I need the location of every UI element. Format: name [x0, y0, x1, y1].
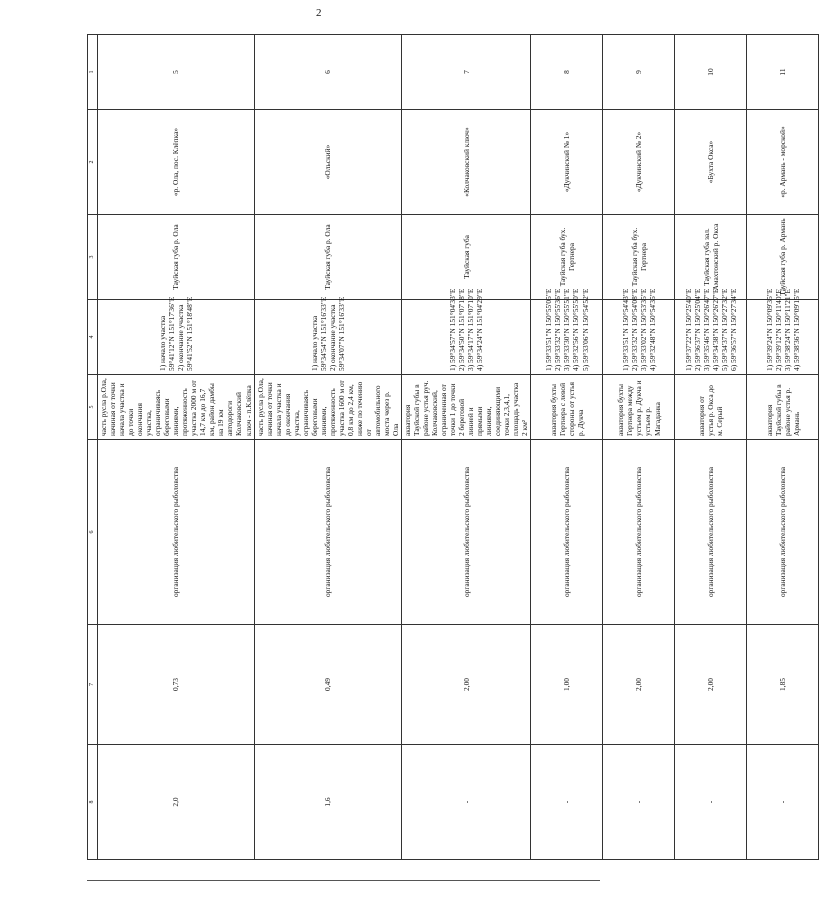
coordinate-line: 3) 59°33'30"N 150°55'51"E — [562, 288, 572, 371]
coordinate-line: 1) 59°33'51"N 150°55'05"E — [544, 288, 554, 371]
area-name-cell: «Дукчинский № 2» — [603, 110, 675, 215]
purpose-cell: организация любительского рыболовства — [98, 440, 255, 625]
header-column-number: 8 — [88, 745, 98, 860]
description-cell: акватория Тауйской губы в районе устья руч. Колчаковский, ограниченная от точки 1 до точки 2 береговой линией и прямыми линиями, соединяющими точки 2,3,4,1, площадь участка 2 км² — [402, 375, 531, 440]
purpose-cell: организация любительского рыболовства — [531, 440, 603, 625]
description-cell: акватория бухты Гертнера между устьем р. Дукча и устьем р. Магаданка — [603, 375, 675, 440]
header-number-row — [88, 35, 98, 860]
coordinates-cell — [98, 296, 255, 375]
coordinate-line: 2) 59°39'12"N 150°11'40"E — [773, 288, 783, 371]
header-column-number: 1 — [88, 35, 98, 110]
table-row — [603, 35, 675, 860]
value-col7-cell: 2,00 — [402, 625, 531, 745]
coordinate-line: 1) 59°33'51"N 150°54'43"E — [620, 288, 630, 371]
purpose-cell: организация любительского рыболовства — [675, 440, 747, 625]
row-number-cell: 7 — [402, 35, 531, 110]
purpose-cell: организация любительского рыболовства — [254, 440, 402, 625]
coordinate-line: 1) 59°34'57"N 151°04'33"E — [448, 288, 458, 371]
header-column-number: 7 — [88, 625, 98, 745]
coordinate-line: 2) 59°33'32"N 150°54'08"E — [629, 288, 639, 371]
value-col7-cell: 2,00 — [675, 625, 747, 745]
header-column-number: 6 — [88, 440, 98, 625]
coordinate-line: 4) 59°34'24"N 151°04'29"E — [475, 288, 485, 371]
fishing-areas-table — [87, 34, 819, 860]
coordinate-line: 4) 59°32'56"N 150°55'50"E — [571, 288, 581, 371]
row-number-cell: 10 — [675, 35, 747, 110]
coordinate-line: 4) 59°38'36"N 150°09'15"E — [792, 288, 801, 371]
coordinate-line: 2) окончание участка — [327, 304, 337, 371]
coordinate-line: 2) 59°34'50"N 151°07'18"E — [457, 288, 467, 371]
row-number-cell: 6 — [254, 35, 402, 110]
header-column-number: 3 — [88, 215, 98, 300]
coordinate-line: 59°34'07"N 151°16'33"E — [336, 296, 346, 371]
value-col8-cell: - — [747, 745, 819, 860]
description-cell: акватория бухты Гертнера с левой стороны от устья р. Дукча — [531, 375, 603, 440]
coordinate-line: 3) 59°38'24"N 150°11'21"E — [782, 288, 792, 371]
area-name-cell: «р. Ола, пос. Клёпка» — [98, 110, 255, 215]
value-col8-cell: - — [402, 745, 531, 860]
coordinate-line: 4) 59°34'38"N 150°26'27"E — [710, 288, 720, 371]
coordinate-line: 1) начало участка — [309, 315, 319, 371]
table-row — [254, 35, 402, 860]
row-number-cell: 8 — [531, 35, 603, 110]
header-column-number: 2 — [88, 110, 98, 215]
area-name-cell: «р. Армань - морской» — [747, 110, 819, 215]
coordinate-line: 6) 59°36'57"N 150°27'34"E — [729, 288, 739, 371]
table-row — [747, 35, 819, 860]
location-cell: Тауйская губа бух. Гертнера — [531, 215, 603, 300]
coordinate-line: 1) начало участка — [157, 315, 167, 371]
header-column-number: 5 — [88, 375, 98, 440]
location-cell: Тауйская губа — [402, 215, 531, 300]
coordinate-line: 3) 59°33'02"N 150°53'35"E — [638, 288, 648, 371]
coordinates-cell — [603, 288, 675, 375]
coordinate-line: 3) 59°35'46"N 150°26'47"E — [701, 288, 711, 371]
table-body — [88, 35, 819, 860]
rotated-table-container — [87, 35, 801, 860]
coordinate-line: 5) 59°33'06"N 150°54'52"E — [580, 288, 590, 371]
coordinates-cell — [747, 288, 819, 375]
coordinate-line: 1) 59°37'22"N 150°25'40"E — [683, 288, 693, 371]
area-name-cell: «Колчаковский ключ» — [402, 110, 531, 215]
table-row — [402, 35, 531, 860]
purpose-cell: организация любительского рыболовства — [747, 440, 819, 625]
coordinate-line: 1) 59°39'24"N 150°09'35"E — [764, 288, 774, 371]
coordinate-line: 4) 59°32'48"N 150°54'35"E — [648, 288, 657, 371]
row-number-cell: 5 — [98, 35, 255, 110]
value-col7-cell: 0,73 — [98, 625, 255, 745]
value-col7-cell: 1,85 — [747, 625, 819, 745]
coordinates-cell — [675, 288, 747, 375]
coordinate-line: 59°34'54"N 151°16'33"E — [318, 296, 328, 371]
area-name-cell: «Ольский» — [254, 110, 402, 215]
area-name-cell: «Бухта Окса» — [675, 110, 747, 215]
coordinate-line: 2) окончание участка — [175, 304, 185, 371]
value-col8-cell: - — [675, 745, 747, 860]
location-cell: Тауйская губа р. Армань — [747, 215, 819, 300]
coordinate-line: 59°41'12"N 151°17'36"E — [166, 296, 176, 371]
coordinate-line: 5) 59°34'37"N 150°27'32"E — [720, 288, 729, 371]
description-cell: акватория Тауйской губы в районе устья р. Армань — [747, 375, 819, 440]
value-col7-cell: 2,00 — [603, 625, 675, 745]
value-col8-cell: - — [531, 745, 603, 860]
purpose-cell: организация любительского рыболовства — [603, 440, 675, 625]
table-row — [675, 35, 747, 860]
area-name-cell: «Дукчинский № 1» — [531, 110, 603, 215]
purpose-cell: организация любительского рыболовства — [402, 440, 531, 625]
description-cell: часть русла р.Ола, начиная от точки начала участка и до окончания участка, ограничиваясь береговыми линиями, протяженность участка 1600 м от 0,8 км до 2,4 км, ниже по течению от автомобильного моста через р. Ола — [254, 375, 402, 440]
coordinates-cell — [402, 288, 531, 375]
coordinates-cell — [531, 288, 603, 375]
value-col8-cell: 1,6 — [254, 745, 402, 860]
value-col8-cell: 2,0 — [98, 745, 255, 860]
coordinates-cell — [254, 296, 402, 375]
coordinate-line: 2) 59°33'32"N 150°55'36"E — [553, 288, 563, 371]
description-cell: акватория от устья р. Окса до м. Серый — [675, 375, 747, 440]
coordinate-line: 59°41'52"N 151°18'48"E — [184, 296, 194, 371]
row-number-cell: 9 — [603, 35, 675, 110]
value-col7-cell: 1,00 — [531, 625, 603, 745]
table-row — [98, 35, 255, 860]
description-cell: часть русла р.Ола, начиная от точки начала участка и до точки окончания участка, ограничиваясь береговыми линиями, протяженность участка 2000 м от 14,7 км до 16,7 км, район дамбы на 19 км автодороги Колчаковский ключ - п.Клёпка — [98, 375, 255, 440]
page-bottom-rule — [87, 880, 600, 881]
value-col7-cell: 0,49 — [254, 625, 402, 745]
header-column-number: 4 — [88, 300, 98, 375]
location-cell: Тауйская губа р. Ола — [98, 215, 255, 300]
coordinate-line: 2) 59°36'37"N 150°25'04"E — [692, 288, 702, 371]
location-cell: Тауйская губа р. Ола — [254, 215, 402, 300]
page-number: 2 — [316, 7, 322, 19]
row-number-cell: 11 — [747, 35, 819, 110]
table-row — [531, 35, 603, 860]
location-cell: Тауйская губа зал. Амахтонский р. Окса — [675, 215, 747, 300]
location-cell: Тауйская губа бух. Гертнера — [603, 215, 675, 300]
value-col8-cell: - — [603, 745, 675, 860]
coordinate-line: 3) 59°34'17"N 151°07'10"E — [466, 288, 476, 371]
